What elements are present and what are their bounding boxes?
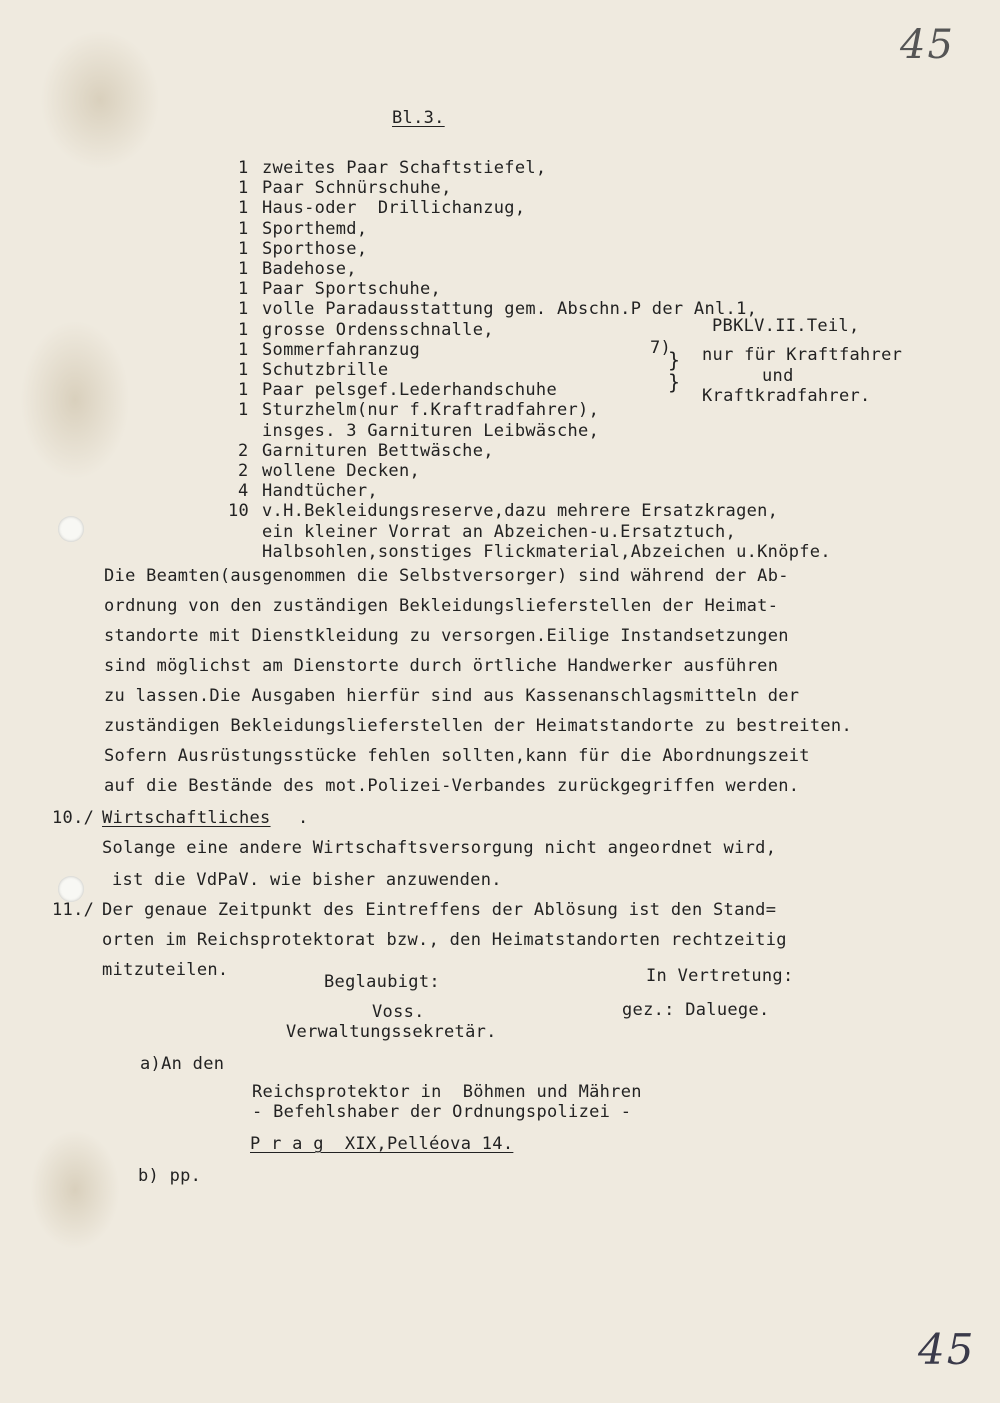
handwritten-page-number-bottom: 45 <box>918 1325 976 1374</box>
paragraph-line: Sofern Ausrüstungsstücke fehlen sollten,kann für die Abordnungszeit <box>104 746 810 766</box>
paragraph-line: ordnung von den zuständigen Bekleidungslieferstellen der Heimat- <box>104 596 779 616</box>
section-11-line: mitzuteilen. <box>102 960 229 980</box>
list-item: Sporthemd, <box>262 218 368 239</box>
list-item: Paar Sportschuhe, <box>262 279 442 300</box>
paper-stain <box>20 320 130 480</box>
section-11-line: Der genaue Zeitpunkt des Eintreffens der Ablösung ist den Stand= <box>102 900 777 920</box>
list-item: wollene Decken, <box>262 461 421 481</box>
certified-label: Beglaubigt: <box>324 972 440 992</box>
certified-name: Voss. <box>372 1002 425 1022</box>
driver-note: und <box>762 366 794 386</box>
list-item-qty: 2 <box>238 461 249 481</box>
list-item-qty: 1 <box>238 218 249 239</box>
paragraph-line: zuständigen Bekleidungslieferstellen der Heimatstandorte zu bestreiten. <box>104 716 852 736</box>
punch-hole <box>58 876 84 902</box>
paragraph-line: sind möglichst am Dienstorte durch örtliche Handwerker ausführen <box>104 656 779 676</box>
list-item: Halbsohlen,sonstiges Flickmaterial,Abzeichen u.Knöpfe. <box>262 541 831 562</box>
list-item-qty: 1 <box>238 299 249 320</box>
list-item: v.H.Bekleidungsreserve,dazu mehrere Ersatzkragen, <box>262 501 779 522</box>
list-item: grosse Ordensschnalle, <box>262 319 494 340</box>
side-reference: PBKLV.II.Teil, <box>712 316 860 336</box>
list-item-qty: 1 <box>238 198 249 219</box>
list-item: Schutzbrille <box>262 360 389 380</box>
section-10-title-end: . <box>298 808 309 828</box>
paper-stain <box>30 1130 120 1250</box>
paragraph-line: zu lassen.Die Ausgaben hierfür sind aus Kassenanschlagsmitteln der <box>104 686 800 706</box>
list-item-qty: 1 <box>238 279 249 300</box>
list-item: insges. 3 Garnituren Leibwäsche, <box>262 420 600 441</box>
address-line: Reichsprotektor in Böhmen und Mähren <box>252 1082 642 1102</box>
address-line: - Befehlshaber der Ordnungspolizei - <box>252 1102 632 1122</box>
list-item-qty: 1 <box>238 319 249 340</box>
list-item: Garnituren Bettwäsche, <box>262 440 494 461</box>
driver-note: Kraftkradfahrer. <box>702 386 871 406</box>
list-item: Sommerfahranzug <box>262 339 421 360</box>
deputy-label: In Vertretung: <box>646 966 794 986</box>
list-item: ein kleiner Vorrat an Abzeichen-u.Ersatztuch, <box>262 521 737 542</box>
section-10-line: ist die VdPaV. wie bisher anzuwenden. <box>112 870 502 890</box>
bracket-number: 7) <box>650 338 672 358</box>
section-10-line: Solange eine andere Wirtschaftsversorgung nicht angeordnet wird, <box>102 838 777 858</box>
section-10-number: 10./ <box>52 808 95 828</box>
list-item: Sturzhelm(nur f.Kraftradfahrer), <box>262 400 600 421</box>
paragraph-line: auf die Bestände des mot.Polizei-Verbandes zurückgegriffen werden. <box>104 776 800 796</box>
bracket-mark: } <box>668 370 681 394</box>
list-item-qty: 10 <box>228 501 250 522</box>
deputy-name: gez.: Daluege. <box>622 1000 770 1020</box>
section-11-number: 11./ <box>52 900 95 920</box>
punch-hole <box>58 516 84 542</box>
paper-stain <box>40 30 160 170</box>
list-item-qty: 1 <box>238 238 249 259</box>
list-item: Paar pelsgef.Lederhandschuhe <box>262 380 557 401</box>
bracket-mark: } <box>668 348 681 372</box>
list-item-qty: 1 <box>238 158 249 178</box>
driver-note: nur für Kraftfahrer <box>702 345 903 365</box>
section-10-title: Wirtschaftliches <box>102 808 271 828</box>
certified-title: Verwaltungssekretär. <box>286 1022 497 1042</box>
list-item: zweites Paar Schaftstiefel, <box>262 158 547 178</box>
list-item: Sporthose, <box>262 238 368 259</box>
list-item-qty: 1 <box>238 380 249 401</box>
list-item-qty: 1 <box>238 400 249 421</box>
list-item: Badehose, <box>262 259 357 279</box>
list-item-qty: 1 <box>238 339 249 360</box>
list-item-qty: 1 <box>238 360 249 380</box>
address-city: P r a g XIX,Pelléova 14. <box>250 1134 514 1154</box>
list-item-qty: 1 <box>238 178 249 199</box>
list-item: Handtücher, <box>262 481 378 502</box>
page-reference: Bl.3. <box>392 108 445 128</box>
list-item: volle Paradausstattung gem. Abschn.P der Anl.1, <box>262 299 758 320</box>
list-item: Paar Schnürschuhe, <box>262 178 452 199</box>
paragraph-line: standorte mit Dienstkleidung zu versorgen.Eilige Instandsetzungen <box>104 626 789 646</box>
list-item-qty: 4 <box>238 481 249 502</box>
paragraph-line: Die Beamten(ausgenommen die Selbstversorger) sind während der Ab- <box>104 566 789 586</box>
recipient-b-label: b) pp. <box>138 1166 202 1186</box>
section-11-line: orten im Reichsprotektorat bzw., den Heimatstandorten rechtzeitig <box>102 930 787 950</box>
list-item: Haus-oder Drillichanzug, <box>262 198 526 219</box>
list-item-qty: 1 <box>238 259 249 279</box>
handwritten-page-number-top: 45 <box>900 22 955 68</box>
list-item-qty: 2 <box>238 440 249 461</box>
recipient-a-label: a)An den <box>140 1054 225 1074</box>
